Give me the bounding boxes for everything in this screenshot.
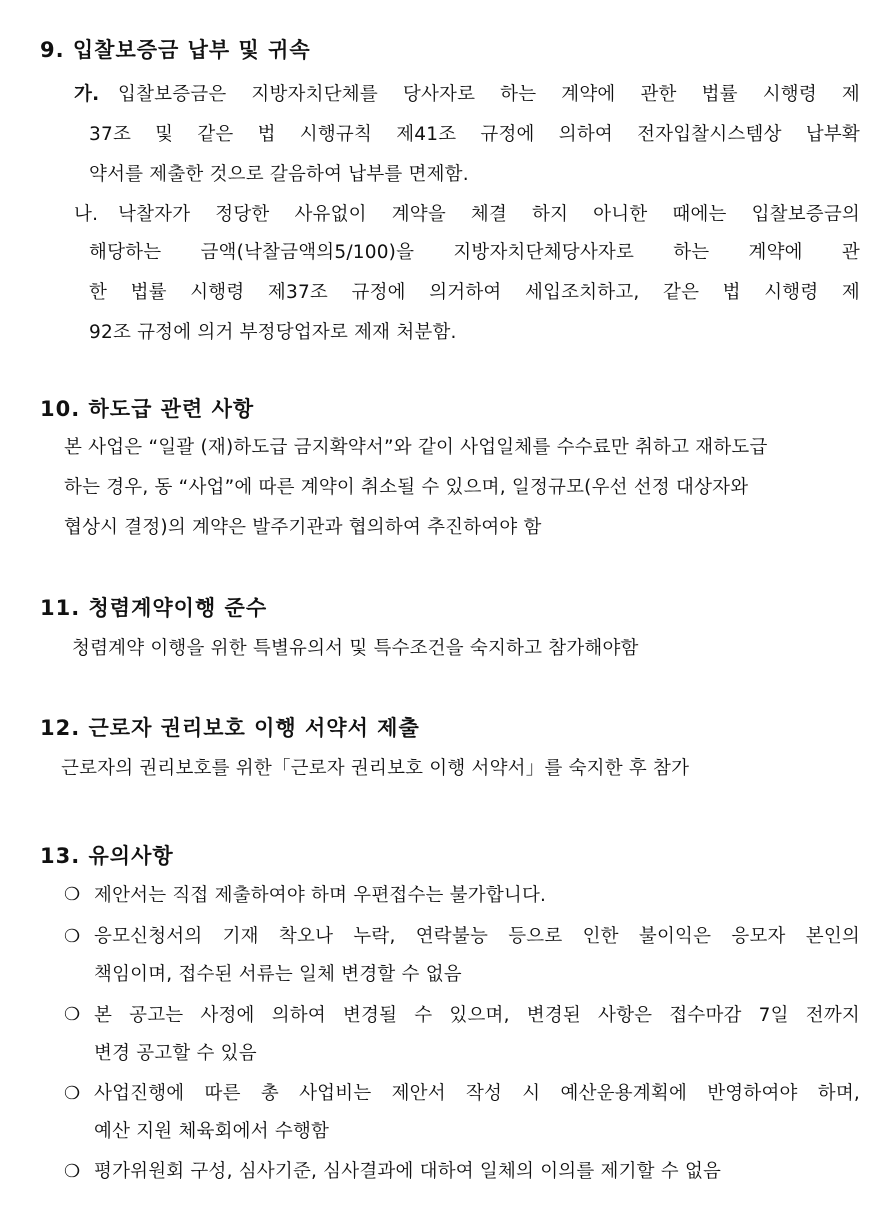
notice-2-line-2: 책임이며, 접수된 서류는 일체 변경할 수 없음 — [94, 964, 462, 985]
item-ga-line-2: 37조 및 같은 법 시행규칙 제41조 규정에 의하여 전자입찰시스템상 납부확 — [89, 124, 860, 145]
bullet-icon: ❍ — [64, 1161, 81, 1182]
notice-3-line-2: 변경 공고할 수 있음 — [94, 1043, 257, 1064]
section-11-line-1: 청렴계약 이행을 위한 특별유의서 및 특수조건을 숙지하고 참가해야함 — [72, 638, 639, 659]
item-ga-marker: 가. — [74, 84, 100, 105]
item-na-marker: 나. — [74, 204, 99, 225]
notice-5-line-1: 평가위원회 구성, 심사기준, 심사결과에 대하여 일체의 이의를 제기할 수 없음 — [94, 1161, 722, 1182]
notice-3-line-1: 본 공고는 사정에 의하여 변경될 수 있으며, 변경된 사항은 접수마감 7일 전까지 — [94, 1005, 860, 1026]
bullet-icon: ❍ — [64, 1083, 81, 1104]
item-na-line-3: 한 법률 시행령 제37조 규정에 의거하여 세입조치하고, 같은 법 시행령 제 — [89, 282, 860, 303]
section-10-line-2: 하는 경우, 동 “사업”에 따른 계약이 취소될 수 있으며, 일정규모(우선 선정 대상자와 — [64, 477, 749, 498]
notice-1-line-1: 제안서는 직접 제출하여야 하며 우편접수는 불가합니다. — [94, 885, 547, 906]
item-ga-line-3: 약서를 제출한 것으로 갈음하여 납부를 면제함. — [89, 164, 469, 185]
section-10-line-1: 본 사업은 “일괄 (재)하도급 금지확약서”와 같이 사업일체를 수수료만 취하고 재하도급 — [64, 437, 768, 458]
item-na-line-1: 낙찰자가 정당한 사유없이 계약을 체결 하지 아니한 때에는 입찰보증금의 — [118, 204, 860, 225]
section-10-line-3: 협상시 결정)의 계약은 발주기관과 협의하여 추진하여야 함 — [64, 517, 542, 538]
bullet-icon: ❍ — [64, 884, 81, 905]
notice-2-line-1: 응모신청서의 기재 착오나 누락, 연락불능 등으로 인한 불이익은 응모자 본인의 — [94, 926, 860, 947]
notice-4-line-2: 예산 지원 체육회에서 수행함 — [94, 1121, 330, 1142]
item-na-line-4: 92조 규정에 의거 부정당업자로 제재 처분함. — [89, 322, 457, 343]
bullet-icon: ❍ — [64, 1004, 81, 1025]
section-9-title: 9. 입찰보증금 납부 및 귀속 — [40, 38, 311, 62]
section-12-title: 12. 근로자 권리보호 이행 서약서 제출 — [40, 716, 420, 740]
section-10-title: 10. 하도급 관련 사항 — [40, 397, 255, 421]
item-na-line-2: 해당하는 금액(낙찰금액의5/100)을 지방자치단체당사자로 하는 계약에 관 — [89, 242, 860, 263]
bullet-icon: ❍ — [64, 926, 81, 947]
notice-4-line-1: 사업진행에 따른 총 사업비는 제안서 작성 시 예산운용계획에 반영하여야 하며, — [94, 1083, 860, 1104]
item-ga-line-1: 입찰보증금은 지방자치단체를 당사자로 하는 계약에 관한 법률 시행령 제 — [118, 84, 860, 105]
section-11-title: 11. 청렴계약이행 준수 — [40, 596, 268, 620]
section-12-line-1: 근로자의 권리보호를 위한「근로자 권리보호 이행 서약서」를 숙지한 후 참가 — [61, 758, 690, 779]
section-13-title: 13. 유의사항 — [40, 844, 174, 868]
